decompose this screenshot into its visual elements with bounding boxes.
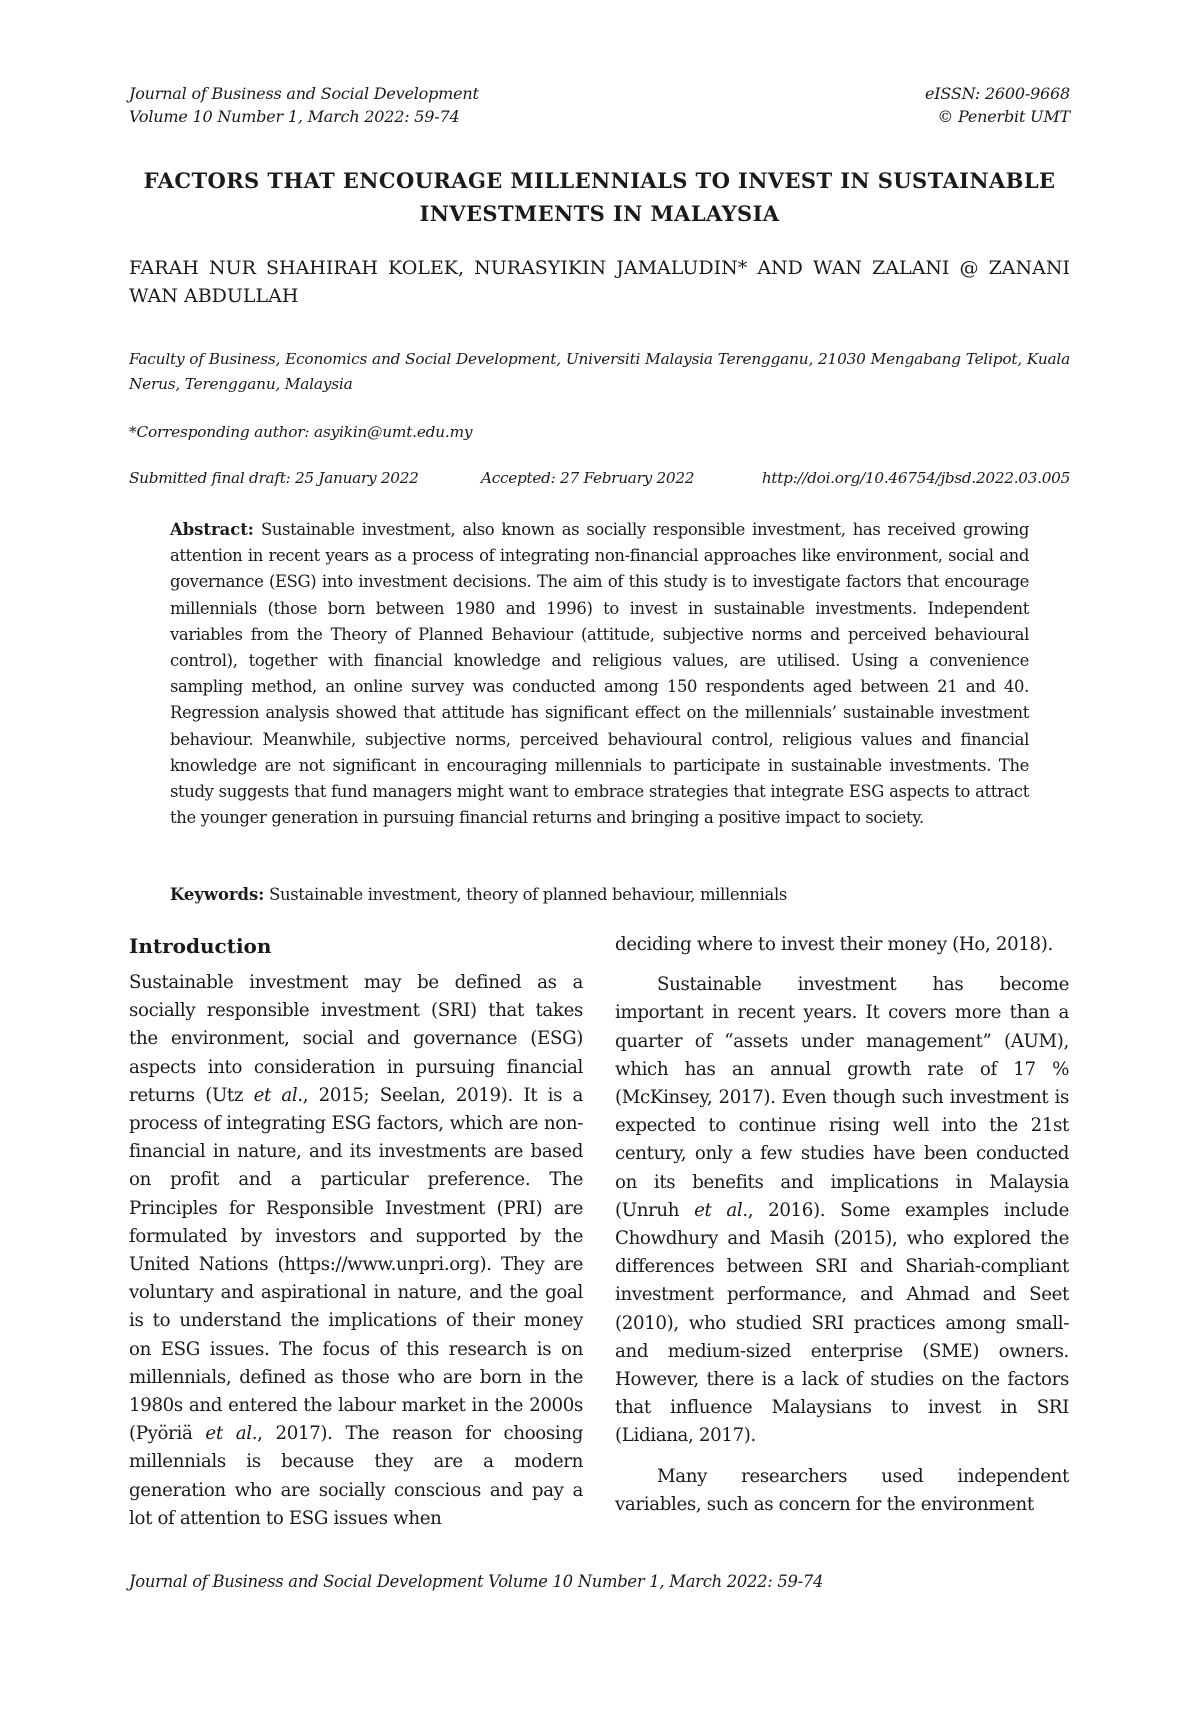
keywords-label: Keywords: [170,885,265,904]
intro-paragraph-1: Sustainable investment may be defined as a socially responsible investment (SRI) that takes the environment, social and governance (ESG) aspects into consideration in pursuing financial returns (Utz et al., 2015; Seelan, 2019). It is a process of integrating ESG factors, which are non-financial in nature, and its investments are based on profit and a particular preference. The Principles for Responsible Investment (PRI) are formulated by investors and supported by the United Nations (https://www.unpri.org). They are voluntary and aspirational in nature, and the goal is to understand the implications of their money on ESG issues. The focus of this research is on millennials, defined as those who are born in the 1980s and entered the labour market in the 2000s (Pyöriä et al., 2017). The reason for choosing millennials is because they are a modern generation who are socially conscious and pay a lot of attention to ESG issues when [129,972,583,1529]
intro-paragraph-3: Many researchers used independent variables, such as concern for the environment [615,1465,1069,1515]
intro-paragraph-2: Sustainable investment has become important in recent years. It covers more than a quarter of “assets under management” (AUM), which has an annual growth rate of 17 % (McKinsey, 2017). Even though such investment is expected to continue rising well into the 21st century, only a few studies have been conducted on its benefits and implications in Malaysia (Unruh et al., 2016). Some examples include Chowdhury and Masih (2015), who explored the differences between SRI and Shariah-compliant investment performance, and Ahmad and Seet (2010), who studied SRI practices among small- and medium-sized enterprise (SME) owners. However, there is a lack of studies on the factors that influence Malaysians to invest in SRI (Lidiana, 2017). [615,974,1069,1447]
author-list: FARAH NUR SHAHIRAH KOLEK, NURASYIKIN JAMALUDIN* AND WAN ZALANI @ ZANANI WAN ABDULLAH [129,257,1070,307]
abstract-text: Sustainable investment, also known as socially responsible investment, has received growing attention in recent years as a process of integrating non-financial approaches like environment, social and governance (ESG) into investment decisions. The aim of this study is to investigate factors that encourage millennials (those born between 1980 and 1996) to invest in sustainable investments. Independent variables from the Theory of Planned Behaviour (attitude, subjective norms and perceived behavioural control), together with financial knowledge and religious values, are utilised. Using a convenience sampling method, an online survey was conducted among 150 respondents aged between 21 and 40. Regression analysis showed that attitude has significant effect on the millennials’ sustainable investment behaviour. Meanwhile, subjective norms, perceived behavioural control, religious values and financial knowledge are not significant in encouraging millennials to participate in sustainable investments. The study suggests that fund managers might want to embrace strategies that integrate ESG aspects to attract the younger generation in pursuing financial returns and bringing a positive impact to society. [170,520,1029,828]
intro-paragraph-1-continued: deciding where to invest their money (Ho, 2018). [615,934,1053,955]
paper-page [129,0,1070,1714]
left-column [129,931,583,1533]
journal-name: Journal of Business and Social Development [129,84,479,103]
keywords [170,882,1029,908]
abstract [170,517,1029,831]
running-header-left [129,82,479,128]
affiliation: Faculty of Business, Economics and Social Development, Universiti Malaysia Terengganu, 21030 Mengabang Telipot, Kuala Nerus, Terengganu, Malaysia [129,350,1070,393]
running-footer: Journal of Business and Social Development Volume 10 Number 1, March 2022: 59-74 [129,1572,824,1591]
right-column [615,931,1069,1519]
corresponding-author: *Corresponding author: asyikin@umt.edu.my [129,423,473,441]
publisher: © Penerbit UMT [937,107,1070,126]
running-header-right [925,82,1070,128]
section-heading: Introduction [129,934,272,958]
doi-link[interactable]: http://doi.org/10.46754/jbsd.2022.03.005 [761,469,1070,487]
journal-volume: Volume 10 Number 1, March 2022: 59-74 [129,107,460,126]
article-title: FACTORS THAT ENCOURAGE MILLENNIALS TO INVEST IN SUSTAINABLE INVESTMENTS IN MALAYSIA [143,168,1056,226]
submitted-date: Submitted final draft: 25 January 2022 [129,469,419,487]
abstract-label: Abstract: [170,520,254,539]
eissn: eISSN: 2600-9668 [925,84,1070,103]
accepted-date: Accepted: 27 February 2022 [481,469,695,487]
keywords-text: Sustainable investment, theory of planned behaviour, millennials [269,885,787,904]
